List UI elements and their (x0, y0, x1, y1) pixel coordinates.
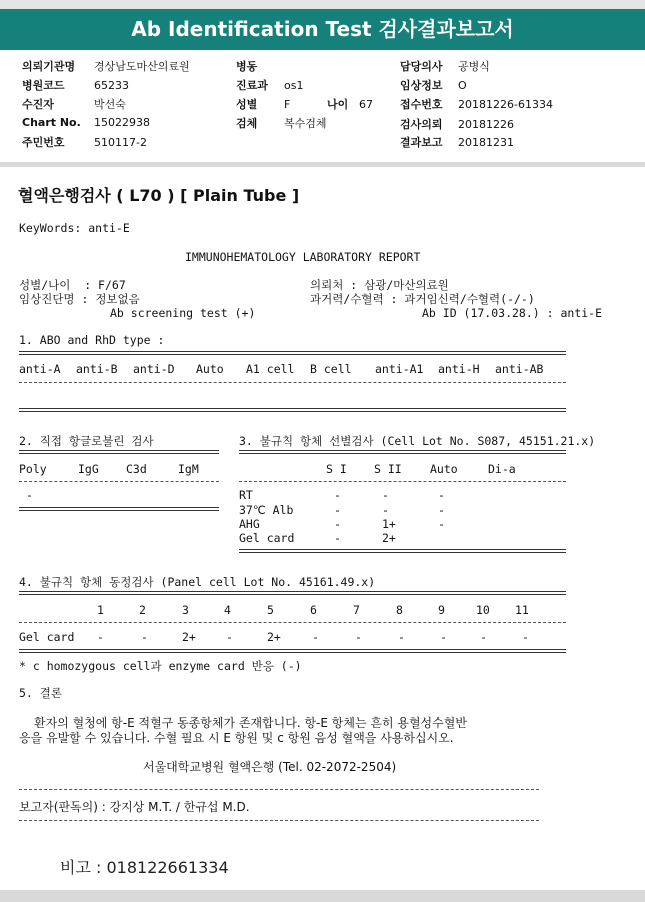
header-chart-no (22, 116, 150, 129)
panel-col: 5 (267, 603, 274, 617)
dat-col-poly: Poly (19, 462, 47, 476)
header-agency (22, 58, 190, 74)
header-label: 진료과 (236, 79, 268, 92)
section-rule (19, 591, 566, 595)
screen-cell: - (334, 517, 341, 531)
patient-sex-age: 성별/나이 : F/67 (19, 278, 126, 292)
screen-cell: 2+ (382, 531, 396, 545)
section5-title: 5. 결론 (19, 686, 62, 700)
abo-col-b-cell: B cell (310, 362, 352, 376)
header-ward (236, 58, 284, 74)
header-doctor (400, 58, 490, 74)
header-label: 주민번호 (22, 136, 65, 149)
section-rule (239, 450, 566, 454)
header-value: 공병식 (458, 60, 490, 73)
screen-cell: 1+ (382, 517, 396, 531)
document-title: 혈액은행검사 ( L70 ) [ Plain Tube ] (18, 186, 300, 205)
screening-result: Ab screening test (+) (110, 306, 256, 320)
header-label: 병원코드 (22, 79, 65, 92)
dat-col-igg: IgG (78, 462, 99, 476)
screen-cell: - (438, 517, 445, 531)
dat-col-igm: IgM (178, 462, 199, 476)
panel-col: 3 (182, 603, 189, 617)
header-value: F (284, 98, 291, 111)
panel-col: 8 (396, 603, 403, 617)
section-rule (19, 789, 539, 790)
screen-cell: - (438, 488, 445, 502)
remark: 비고 : 018122661334 (60, 858, 229, 877)
screen-cell: - (334, 531, 341, 545)
panel-col: 2 (139, 603, 146, 617)
section-rule (19, 481, 219, 482)
patient-diagnosis: 임상진단명 : 정보없음 (19, 292, 140, 306)
section2-title: 2. 직접 항글로불린 검사 (19, 434, 154, 448)
report-banner-title: Ab Identification Test 검사결과보고서 (0, 9, 645, 50)
header-label: 검체 (236, 117, 258, 130)
abo-col-anti-ab: anti-AB (495, 362, 544, 376)
header-patient (22, 96, 126, 112)
panel-note: * c homozygous cell과 enzyme card 반응 (-) (19, 659, 302, 673)
panel-col: 6 (310, 603, 317, 617)
section1-title: 1. ABO and RhD type : (19, 333, 165, 347)
header-label: 임상정보 (400, 79, 443, 92)
screen-cell: - (382, 488, 389, 502)
header-label: 병동 (236, 60, 258, 73)
panel-cell: - (226, 630, 233, 644)
header-receipt-no (400, 96, 553, 112)
header-label: 수진자 (22, 98, 54, 111)
header-value: 15022938 (94, 116, 150, 129)
section-rule (19, 382, 566, 383)
section-rule (239, 481, 566, 482)
panel-cell: 2+ (182, 630, 196, 644)
header-value: 20181231 (458, 136, 514, 149)
referrer: 의뢰처 : 삼광/마산의료원 (310, 278, 449, 292)
section-rule (19, 820, 539, 821)
header-divider (0, 162, 645, 167)
header-value: O (458, 79, 467, 92)
header-value: 박선숙 (94, 98, 126, 111)
section-rule (239, 549, 566, 553)
header-report-date (400, 134, 514, 150)
header-label: 검사의뢰 (400, 118, 443, 131)
header-sex (236, 96, 290, 112)
screen-col-dia: Di-a (488, 462, 516, 476)
section-rule (19, 649, 566, 653)
screen-row-label: 37℃ Alb (239, 503, 294, 517)
header-resident-no (22, 134, 147, 150)
abo-col-anti-a: anti-A (19, 362, 61, 376)
header-hospital-code (22, 77, 129, 93)
abo-col-anti-d: anti-D (133, 362, 175, 376)
screen-col-s1: S I (326, 462, 347, 476)
panel-col: 7 (353, 603, 360, 617)
panel-cell: - (97, 630, 104, 644)
panel-cell: 2+ (267, 630, 281, 644)
dat-result: - (26, 488, 33, 502)
screen-cell: - (334, 503, 341, 517)
section4-title: 4. 불규칙 항체 동정검사 (Panel cell Lot No. 45161.49.x) (19, 575, 376, 589)
section-rule (19, 351, 566, 355)
header-value: 20181226-61334 (458, 98, 553, 111)
header-value: 67 (359, 98, 373, 111)
header-age (327, 96, 373, 112)
header-label: 담당의사 (400, 60, 443, 73)
panel-col: 9 (438, 603, 445, 617)
panel-col: 10 (476, 603, 490, 617)
screen-cell: - (438, 503, 445, 517)
panel-cell: - (398, 630, 405, 644)
screen-row-label: Gel card (239, 531, 295, 545)
section-rule (19, 450, 219, 454)
screen-col-auto: Auto (430, 462, 458, 476)
panel-col: 11 (515, 603, 529, 617)
top-strip (0, 0, 645, 9)
panel-row-label: Gel card (19, 630, 75, 644)
panel-cell: - (480, 630, 487, 644)
abo-col-anti-b: anti-B (76, 362, 118, 376)
conclusion-line-1: 환자의 혈청에 항-E 적혈구 동종항체가 존재합니다. 항-E 항체는 흔히 용혈성수혈반 (34, 716, 467, 730)
header-value: 복수검체 (284, 117, 327, 130)
section-rule (19, 622, 566, 623)
header-label: 나이 (327, 98, 349, 111)
ab-id: Ab ID (17.03.28.) : anti-E (422, 306, 603, 320)
institution: 서울대학교병원 혈액은행 (Tel. 02-2072-2504) (143, 760, 397, 774)
panel-cell: - (141, 630, 148, 644)
panel-cell: - (440, 630, 447, 644)
header-label: 성별 (236, 98, 258, 111)
abo-col-auto: Auto (196, 362, 224, 376)
header-label: Chart No. (22, 116, 81, 129)
header-specimen (236, 115, 327, 131)
screen-row-label: RT (239, 488, 253, 502)
header-value: 경상남도마산의료원 (94, 60, 190, 73)
screen-cell: - (382, 503, 389, 517)
panel-cell: - (522, 630, 529, 644)
section-rule (19, 507, 219, 511)
header-department (236, 77, 303, 93)
transfusion-history: 과거력/수혈력 : 과거임신력/수혈력(-/-) (310, 292, 535, 306)
report-title: IMMUNOHEMATOLOGY LABORATORY REPORT (185, 250, 421, 264)
screen-col-s2: S II (374, 462, 402, 476)
header-value: 65233 (94, 79, 129, 92)
header-label: 결과보고 (400, 136, 443, 149)
header-clinical-info (400, 77, 467, 93)
section-rule (19, 408, 566, 412)
keywords: KeyWords: anti-E (19, 221, 130, 235)
header-label: 의뢰기관명 (22, 60, 76, 73)
bottom-strip (0, 890, 645, 902)
abo-col-a1-cell: A1 cell (246, 362, 295, 376)
header-label: 접수번호 (400, 98, 443, 111)
screen-row-label: AHG (239, 517, 260, 531)
header-value: os1 (284, 79, 304, 92)
dat-col-c3d: C3d (126, 462, 147, 476)
section3-title: 3. 불규칙 항체 선별검사 (Cell Lot No. S087, 45151.21.x) (239, 434, 596, 448)
panel-cell: - (312, 630, 319, 644)
screen-cell: - (334, 488, 341, 502)
panel-cell: - (355, 630, 362, 644)
reporter: 보고자(판독의) : 강지상 M.T. / 한규섭 M.D. (19, 800, 250, 814)
panel-col: 4 (224, 603, 231, 617)
conclusion-line-2: 응을 유발할 수 있습니다. 수혈 필요 시 E 항원 및 c 항원 음성 혈액을 사용하십시오. (19, 731, 454, 745)
header-value: 20181226 (458, 118, 514, 131)
abo-col-anti-a1: anti-A1 (375, 362, 424, 376)
panel-col: 1 (97, 603, 104, 617)
header-request-date (400, 116, 514, 132)
header-value: 510117-2 (94, 136, 147, 149)
abo-col-anti-h: anti-H (438, 362, 480, 376)
